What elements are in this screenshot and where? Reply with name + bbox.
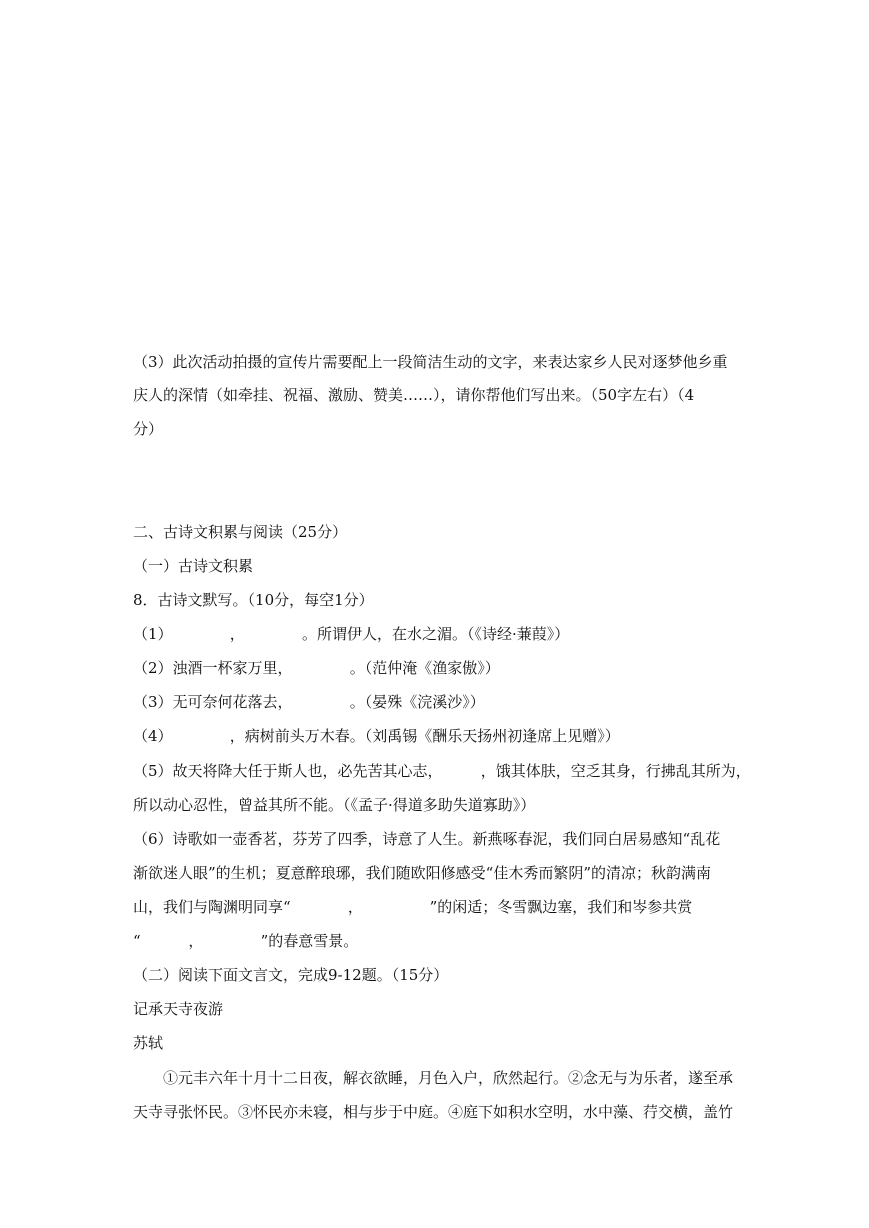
dictation-item-continued: 山，我们与陶渊明同享“ ， ”的闲适；冬雪飘边塞，我们和岑参共赏: [133, 898, 693, 916]
dictation-item: （2）浊酒一杯家万里， 。（范仲淹《渔家傲》）: [133, 659, 500, 677]
dictation-item-continued: 所以动心忍性，曾益其所不能。（《孟子·得道多助失道寡助》）: [133, 796, 536, 814]
question-3-line-3: 分）: [133, 420, 164, 438]
passage-paragraph-line: ①元丰六年十月十二日夜，解衣欲睡，月色入户，欣然起行。②念无与为乐者，遂至承: [163, 1069, 734, 1087]
dictation-item-continued: 渐欲迷人眼”的生机；夏意醉琅琊，我们随欧阳修感受“佳木秀而繁阴”的清凉；秋韵满南: [133, 864, 712, 882]
question-3-line-2: 庆人的深情（如牵挂、祝福、激励、赞美……），请你帮他们写出来。（50字左右）（4: [133, 386, 695, 404]
passage-paragraph-line: 天寺寻张怀民。③怀民亦未寝，相与步于中庭。④庭下如积水空明，水中藻、荇交横，盖竹: [133, 1103, 734, 1121]
subsection-heading-2: （二）阅读下面文言文，完成9-12题。（15分）: [133, 966, 449, 984]
dictation-item: （4） ，病树前头万木春。（刘禹锡《酬乐天扬州初逢席上见赠》）: [133, 727, 620, 745]
subsection-heading-1: （一）古诗文积累: [133, 557, 254, 575]
dictation-item: （5）故天将降大任于斯人也，必先苦其心志， ，饿其体肤，空乏其身，行拂乱其所为，: [133, 762, 751, 780]
section-heading: 二、古诗文积累与阅读（25分）: [133, 523, 348, 541]
dictation-item-continued: “ ， ”的春意雪景。: [133, 932, 359, 950]
question-8-heading: 8．古诗文默写。（10分，每空1分）: [133, 591, 374, 609]
question-3-line-1: （3）此次活动拍摄的宣传片需要配上一段简洁生动的文字，来表达家乡人民对逐梦他乡重: [133, 353, 728, 371]
dictation-item: （6）诗歌如一壶香茗，芬芳了四季，诗意了人生。新燕啄春泥，我们同白居易感知“乱花: [133, 830, 721, 848]
passage-author: 苏轼: [133, 1034, 164, 1052]
passage-title: 记承天寺夜游: [133, 1000, 224, 1018]
dictation-item: （1） ， 。所谓伊人，在水之湄。（《诗经·蒹葭》）: [133, 625, 570, 643]
dictation-item: （3）无可奈何花落去， 。（晏殊《浣溪沙》）: [133, 693, 485, 711]
